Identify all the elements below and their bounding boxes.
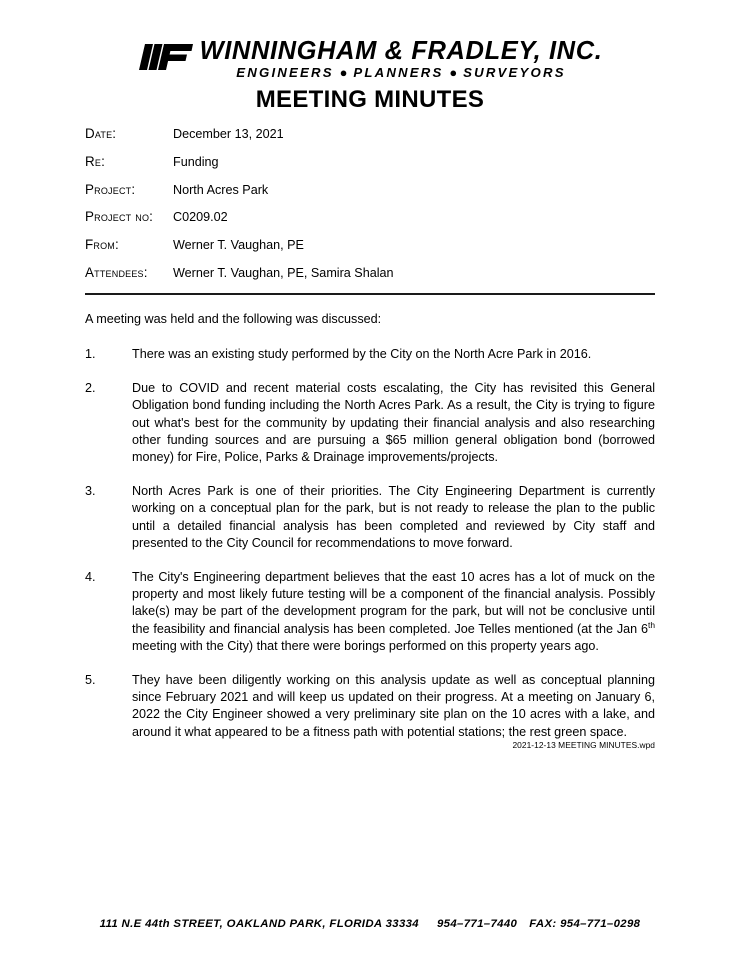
list-item — [85, 380, 655, 466]
address-footer — [0, 918, 740, 930]
meta-label-date: Date: — [85, 126, 117, 141]
list-item-text-segment: meeting with the City) that there were borings performed on this property years ago. — [132, 638, 599, 653]
meta-label-re: Re: — [85, 153, 105, 169]
list-item — [85, 672, 655, 741]
header-divider-rule — [85, 293, 655, 295]
list-item-number: 2. — [85, 381, 96, 396]
footer-street-address: 111 N.E 44th STREET, OAKLAND PARK, FLORIDA 33334 — [99, 918, 419, 930]
tagline-separator-dot-1: ● — [339, 65, 348, 80]
meta-value-date: December 13, 2021 — [173, 127, 284, 141]
list-item-number: 1. — [85, 347, 96, 361]
meta-row-attendees — [85, 265, 655, 293]
meta-label-from: From: — [85, 237, 119, 253]
list-item — [85, 346, 655, 363]
tagline-service-planners: PLANNERS — [353, 65, 444, 80]
meta-label-project: Project: — [85, 181, 136, 197]
ordinal-suffix-superscript: th — [648, 619, 655, 630]
tagline-service-surveyors: SURVEYORS — [463, 65, 566, 80]
tagline-separator-dot-2: ● — [449, 65, 458, 80]
list-item-number: 3. — [85, 484, 96, 499]
list-item — [85, 569, 655, 655]
meta-value-project: North Acres Park — [173, 182, 269, 197]
list-item-text-segment: The City's Engineering department believes that the east 10 acres has a lot of muck on the property and most likely future testing will be a component of the financial analysis. Possibly lake(s) may be part of the development program for the park, but will not be conclusive until the feasibility and financial analysis has been completed. Joe Telles mentioned (at the Jan 6 — [132, 570, 655, 636]
list-item-number: 4. — [85, 570, 96, 585]
list-item-number: 5. — [85, 673, 96, 688]
body-content — [85, 311, 655, 758]
meta-value-project-no: C0209.02 — [173, 210, 228, 225]
meta-row-project-no — [85, 209, 655, 237]
meta-row-project — [85, 182, 655, 210]
file-reference-label: 2021-12-13 MEETING MINUTES.wpd — [512, 740, 655, 750]
wf-monogram-icon — [138, 39, 194, 75]
meta-value-from: Werner T. Vaughan, PE — [173, 238, 304, 253]
list-item-text — [132, 569, 655, 655]
meta-row-from — [85, 237, 655, 265]
meta-label-project-no: Project no: — [85, 209, 154, 225]
intro-paragraph: A meeting was held and the following was discussed: — [85, 312, 382, 326]
meta-label-attendees: Attendees: — [85, 264, 148, 280]
footer-phone-number: 954–771–7440 — [437, 918, 518, 930]
footer-fax-number: FAX: 954–771–0298 — [529, 918, 641, 930]
letterhead — [0, 38, 740, 79]
list-item-text: North Acres Park is one of their priorities. The City Engineering Department is currently working on a conceptual plan for the park, but is not ready to release the plan to the public until a detailed financial analysis has been completed and reviewed by City staff and presented to the City Council for recommendations to move forward. — [132, 484, 655, 550]
company-name: WINNINGHAM & FRADLEY, INC. — [199, 37, 603, 65]
list-item-text: They have been diligently working on this analysis update as well as conceptual planning since February 2021 and will keep us updated on their progress. At a meeting on January 6, 2022 the City Engineer showed a very preliminary site plan on the 10 acres with a lake, and around it what appeared to be a fitness path with potential stations; the rest green space. — [132, 673, 655, 739]
list-item — [85, 483, 655, 552]
page-title: MEETING MINUTES — [255, 86, 485, 113]
meta-value-re: Funding — [173, 154, 219, 169]
list-item-text: Due to COVID and recent material costs escalating, the City has revisited this General Obligation bond funding including the North Acres Park. As a result, the City is trying to figure out what's best for the community by updating their financial analysis and also researching other funding sources and are pursuing a $65 million general obligation bond (borrowed money) for Fire, Police, Parks & Drainage improvements/projects. — [132, 381, 655, 465]
meta-field-list — [85, 126, 655, 293]
meta-row-date — [85, 126, 655, 154]
list-item-text: There was an existing study performed by the City on the North Acre Park in 2016. — [132, 347, 592, 361]
meta-row-re — [85, 154, 655, 182]
tagline-service-engineers: ENGINEERS — [236, 65, 334, 80]
company-tagline — [200, 66, 603, 79]
meta-value-attendees: Werner T. Vaughan, PE, Samira Shalan — [173, 265, 394, 280]
